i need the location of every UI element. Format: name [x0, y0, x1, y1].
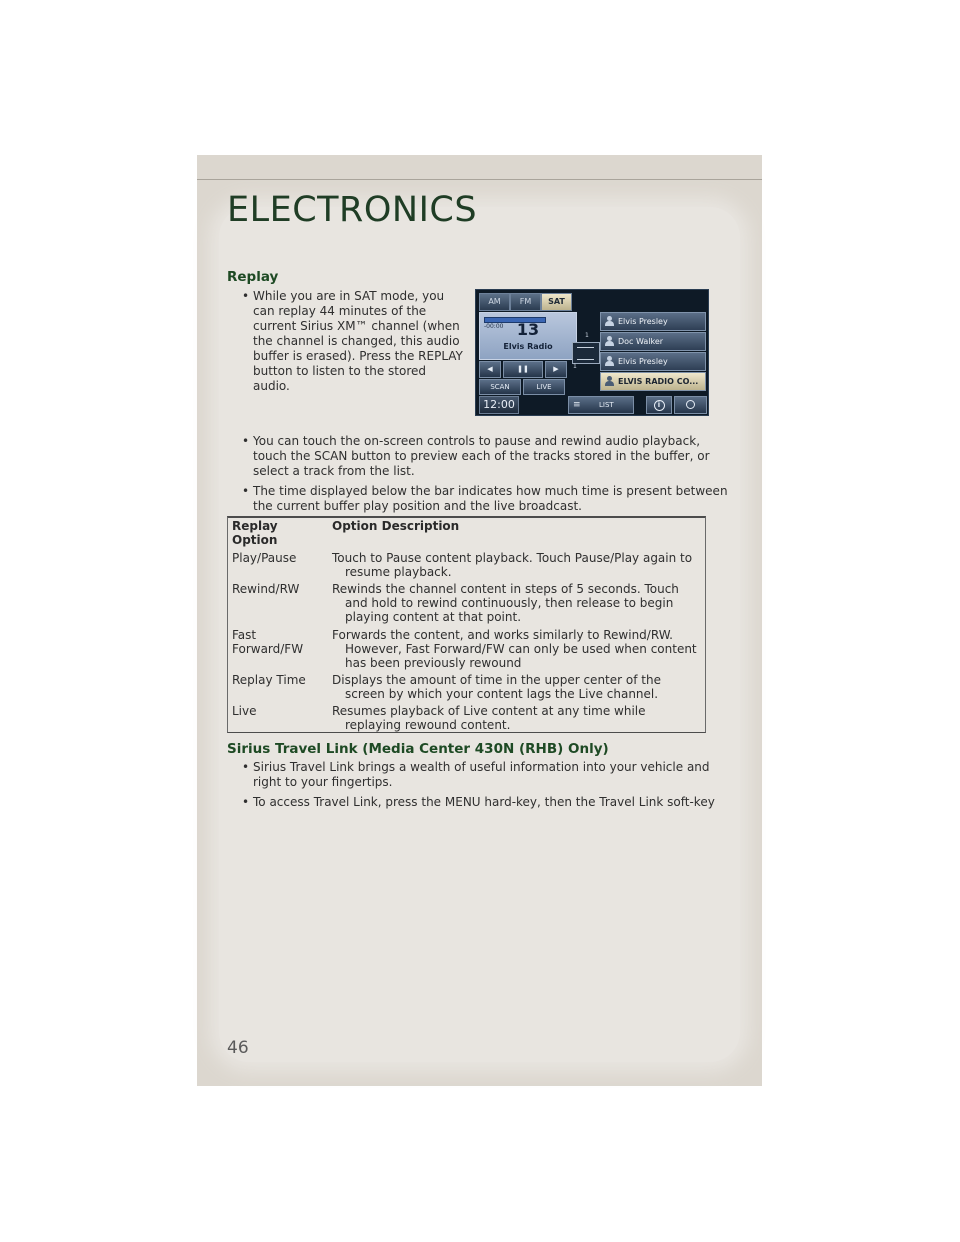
- replay-bullet-2: • You can touch the on-screen controls to pause and rewind audio playback, touch the SCAN button to preview each of the tracks stored in the buffer, or select a track from the list.: [229, 434, 731, 479]
- channel-name: Elvis Radio: [503, 342, 553, 351]
- info-icon: i: [654, 400, 665, 411]
- rewind-button[interactable]: ◀: [479, 361, 501, 378]
- preset-item[interactable]: [600, 352, 706, 371]
- preset-item[interactable]: [600, 312, 706, 331]
- scan-button[interactable]: SCAN: [479, 379, 521, 395]
- list-label: LIST: [599, 401, 614, 409]
- preset-label: Doc Walker: [618, 337, 664, 346]
- travel-link-bullet-2: • To access Travel Link, press the MENU hard-key, then the Travel Link soft-key: [229, 795, 731, 810]
- tab-am[interactable]: AM: [479, 293, 510, 311]
- table-cell-description: Displays the amount of time in the upper center of the screen by which your content lags the Live channel.: [332, 673, 661, 701]
- table-cell-option: Replay Time: [232, 673, 306, 687]
- replay-options-table: [227, 516, 706, 733]
- table-cell-option: Live: [232, 704, 257, 718]
- table-cell-option: Play/Pause: [232, 551, 297, 565]
- search-icon: [686, 400, 695, 409]
- preset-label: Elvis Presley: [618, 317, 668, 326]
- person-icon: [604, 316, 614, 327]
- live-button[interactable]: LIVE: [523, 379, 565, 395]
- pause-button[interactable]: ❚❚: [503, 361, 543, 378]
- preset-scroll-widget[interactable]: [572, 342, 600, 364]
- replay-heading: Replay: [227, 269, 279, 285]
- person-icon: [604, 336, 614, 347]
- preset-label: Elvis Presley: [618, 357, 668, 366]
- channel-number: 13: [516, 320, 540, 339]
- section-title: ELECTRONICS: [227, 190, 478, 230]
- list-menu-icon: ≡: [573, 400, 581, 410]
- person-icon: [604, 356, 614, 367]
- table-cell-option: Fast Forward/FW: [232, 628, 304, 656]
- page-number: 46: [227, 1038, 249, 1058]
- table-cell-description: Touch to Pause content playback. Touch Pause/Play again to resume playback.: [332, 551, 693, 579]
- clock-display: 12:00: [479, 396, 519, 414]
- person-icon: [604, 376, 614, 387]
- table-cell-option: Rewind/RW: [232, 582, 300, 596]
- tab-sat[interactable]: SAT: [541, 293, 572, 311]
- search-button[interactable]: [674, 396, 707, 414]
- table-cell-description: Resumes playback of Live content at any time while replaying rewound content.: [332, 704, 646, 732]
- tab-fm[interactable]: FM: [510, 293, 541, 311]
- preset-item[interactable]: [600, 332, 706, 351]
- info-button[interactable]: [646, 396, 672, 414]
- table-cell-description: Rewinds the channel content in steps of 5 seconds. Touch and hold to rewind continuously, then release to begin playing content at that point.: [332, 582, 679, 624]
- replay-time: -00:00: [484, 323, 504, 330]
- replay-bullet-1: • While you are in SAT mode, you can replay 44 minutes of the current Sirius XM™ channel (when the channel is changed, this audio buffer is erased). Press the REPLAY button to listen to the stored audio.: [229, 289, 465, 394]
- table-header-option: Replay Option: [232, 519, 278, 547]
- scroll-lines-icon: [577, 347, 594, 360]
- table-header-description: Option Description: [332, 519, 460, 533]
- preset-label: ELVIS RADIO CO...: [618, 377, 699, 386]
- replay-bullet-3: • The time displayed below the bar indicates how much time is present between the current buffer play position and the live broadcast.: [229, 484, 731, 514]
- list-button[interactable]: [568, 396, 634, 414]
- travel-link-bullet-1: • Sirius Travel Link brings a wealth of useful information into your vehicle and right to your fingertips.: [229, 760, 731, 790]
- table-cell-description: Forwards the content, and works similarly to Rewind/RW. However, Fast Forward/FW can only be used when content has been previously rewound: [332, 628, 697, 670]
- preset-item[interactable]: [600, 372, 706, 391]
- radio-screen-illustration: [475, 289, 709, 416]
- header-rule: [197, 179, 762, 180]
- preset-page-bottom: 1: [573, 363, 577, 370]
- preset-page-top: 1: [585, 332, 589, 339]
- forward-button[interactable]: ▶: [545, 361, 567, 378]
- travel-link-heading: Sirius Travel Link (Media Center 430N (RHB) Only): [227, 741, 609, 757]
- now-playing-panel: [479, 312, 577, 360]
